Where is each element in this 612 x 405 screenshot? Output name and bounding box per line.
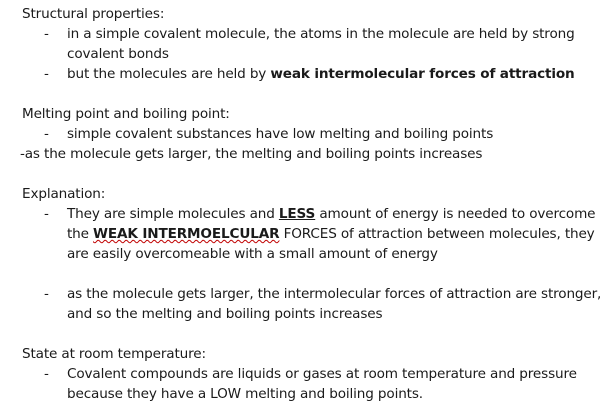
bullet-continuation: are easily overcomeable with a small amount of energy <box>67 246 438 262</box>
bullet-dash: - <box>44 206 49 222</box>
list-item <box>20 124 608 144</box>
bullet-continuation: covalent bonds <box>67 46 169 62</box>
bullet-text: but the molecules are held by <box>67 66 271 82</box>
bullet-text: FORCES of attraction between molecules, they <box>279 226 595 242</box>
spacer <box>20 164 608 184</box>
bullet-text: simple covalent substances have low melting and boiling points <box>67 126 494 142</box>
list-item <box>20 204 608 224</box>
bullet-dash: - <box>44 126 49 142</box>
bullet-dash: - <box>44 366 49 382</box>
spellcheck-flagged-phrase: WEAK INTERMOELCULAR <box>93 226 280 242</box>
bullet-dash: - <box>44 286 49 302</box>
list-item <box>20 64 608 84</box>
list-item <box>20 284 608 304</box>
bullet-dash: - <box>44 26 49 42</box>
list-item <box>20 364 608 384</box>
bullet-text: They are simple molecules and <box>67 206 279 222</box>
bullet-text: in a simple covalent molecule, the atoms in the molecule are held by strong <box>67 26 575 42</box>
bullet-dash: - <box>44 66 49 82</box>
bold-underlined-word: LESS <box>278 206 316 222</box>
paragraph-line: -as the molecule gets larger, the melting and boiling points increases <box>20 146 483 162</box>
bullet-text: the <box>67 226 94 242</box>
bullet-text: amount of energy is needed to overcome <box>315 206 596 222</box>
section-heading-structural: Structural properties: <box>22 6 165 22</box>
list-item <box>20 24 608 44</box>
section-heading-state: State at room temperature: <box>22 346 206 362</box>
bullet-continuation: and so the melting and boiling points increases <box>67 306 383 322</box>
section-heading-melting: Melting point and boiling point: <box>22 106 230 122</box>
bullet-text: as the molecule gets larger, the intermolecular forces of attraction are stronger, <box>67 286 602 302</box>
bullet-text: Covalent compounds are liquids or gases at room temperature and pressure <box>67 366 577 382</box>
spacer <box>20 84 608 104</box>
document-body <box>20 4 608 404</box>
bullet-continuation: because they have a LOW melting and boiling points. <box>67 386 423 402</box>
section-heading-explanation: Explanation: <box>22 186 106 202</box>
bullet-continuation <box>20 224 608 244</box>
spacer <box>20 264 608 284</box>
spacer <box>20 324 608 344</box>
bold-phrase: weak intermolecular forces of attraction <box>270 66 575 82</box>
